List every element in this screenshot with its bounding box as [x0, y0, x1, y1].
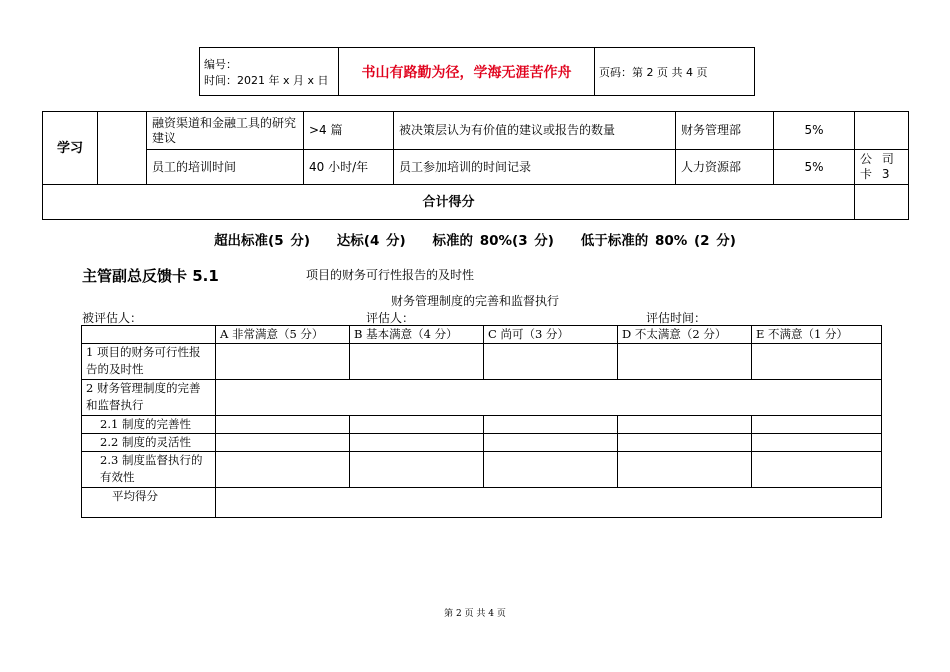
scoring-standards: 超出标准(5 分) 达标(4 分) 标准的 80%(3 分) 低于标准的 80% (2 分) [214, 233, 736, 249]
category-cell: 学习 [43, 112, 98, 185]
score-cell [350, 344, 484, 380]
document-header [199, 47, 755, 96]
row-label: 平均得分 [82, 488, 216, 518]
total-label: 合计得分 [43, 185, 855, 220]
column-header: C 尚可（3 分） [484, 326, 618, 344]
score-cell [618, 344, 752, 380]
score-cell [752, 416, 882, 434]
column-header: E 不满意（1 分） [752, 326, 882, 344]
page-footer: 第 2 页 共 4 页 [444, 609, 506, 619]
target-cell: 40 小时/年 [304, 150, 394, 185]
source-cell: 公 司 卡 3 [855, 150, 909, 185]
score-cell [350, 434, 484, 452]
motto: 书山有路勤为径，学海无涯苦作舟 [339, 48, 595, 96]
section-subtitle-1: 项目的财务可行性报告的及时性 [306, 268, 475, 282]
score-cell [618, 452, 752, 488]
score-cell [484, 416, 618, 434]
merged-cell [216, 380, 882, 416]
score-cell [484, 344, 618, 380]
column-header: B 基本满意（4 分） [350, 326, 484, 344]
evaluation-table [81, 325, 882, 518]
row-label: 2.3 制度监督执行的有效性 [82, 452, 216, 488]
total-value-cell [855, 185, 909, 220]
corner-cell [82, 326, 216, 344]
score-cell [216, 416, 350, 434]
row-label: 2.2 制度的灵活性 [82, 434, 216, 452]
table-row [82, 434, 882, 452]
score-cell [350, 416, 484, 434]
item-cell: 员工的培训时间 [147, 150, 304, 185]
measure-cell: 被决策层认为有价值的建议或报告的数量 [394, 112, 676, 150]
weight-cell: 5% [774, 112, 855, 150]
score-cell [216, 434, 350, 452]
dept-cell: 人力资源部 [676, 150, 774, 185]
table-row [82, 488, 882, 518]
row-label: 2.1 制度的完善性 [82, 416, 216, 434]
score-cell [618, 434, 752, 452]
score-cell [216, 452, 350, 488]
eval-time-label: 评估时间： [646, 311, 707, 325]
column-header: D 不太满意（2 分） [618, 326, 752, 344]
section-subtitle-2: 财务管理制度的完善和监督执行 [390, 294, 559, 308]
time-label: 时间：2021 年 x 月 x 日 [204, 73, 329, 87]
score-cell [216, 344, 350, 380]
score-cell [618, 416, 752, 434]
score-cell [484, 434, 618, 452]
score-cell [484, 452, 618, 488]
header-row [82, 326, 882, 344]
row-label: 2 财务管理制度的完善和监督执行 [82, 380, 216, 416]
section-title: 主管副总反馈卡 5.1 [82, 267, 219, 285]
table-row [82, 452, 882, 488]
table-row [82, 416, 882, 434]
merged-cell [216, 488, 882, 518]
score-cell [752, 434, 882, 452]
row-label: 1 项目的财务可行性报告的及时性 [82, 344, 216, 380]
empty-cell [98, 112, 147, 185]
item-cell: 融资渠道和金融工具的研究建议 [147, 112, 304, 150]
table-row [43, 185, 909, 220]
source-cell [855, 112, 909, 150]
table-row [82, 380, 882, 416]
evaluatee-label: 被评估人： [82, 311, 143, 325]
score-cell [752, 452, 882, 488]
weight-cell: 5% [774, 150, 855, 185]
table-row [82, 344, 882, 380]
number-label: 编号： [204, 57, 237, 71]
measure-cell: 员工参加培训的时间记录 [394, 150, 676, 185]
column-header: A 非常满意（5 分） [216, 326, 350, 344]
table-row [43, 112, 909, 150]
header-meta [200, 48, 339, 96]
kpi-table [42, 111, 909, 220]
table-row [43, 150, 909, 185]
score-cell [350, 452, 484, 488]
page-label: 页码：第 2 页 共 4 页 [595, 48, 755, 96]
evaluator-label: 评估人： [366, 311, 415, 325]
target-cell: >4 篇 [304, 112, 394, 150]
dept-cell: 财务管理部 [676, 112, 774, 150]
score-cell [752, 344, 882, 380]
